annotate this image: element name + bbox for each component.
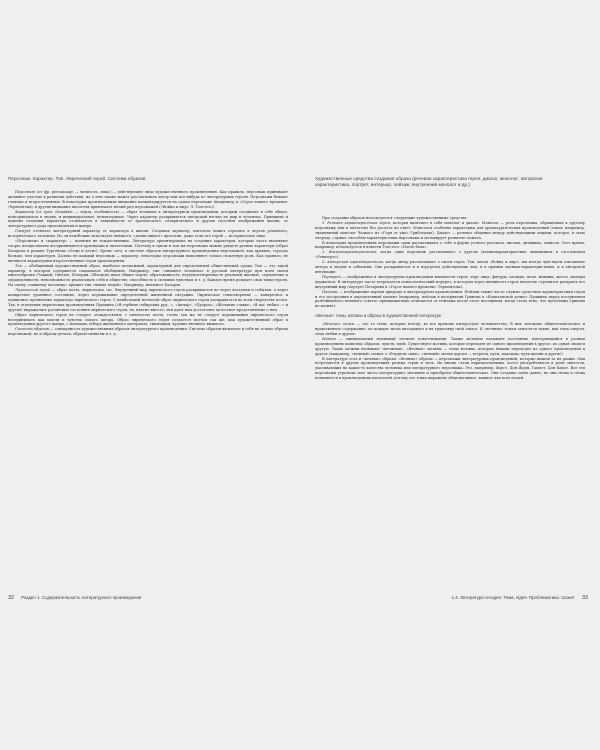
paragraph bbox=[8, 313, 288, 328]
paragraph bbox=[8, 264, 288, 289]
page-number-right: 33 bbox=[582, 595, 588, 601]
paragraph-text: — это те темы, которые всегда, во все времена интересуют человечество. В них заложено общечеловеческое и нравственное содержание, но каждая эпоха вкладывает в их трактовку свой смысл. К «вечным» темам относятся такие, как тема смерти, тема любви и другие. bbox=[315, 322, 585, 337]
term-lead: Характер bbox=[15, 209, 35, 214]
right-heading-line-1: Художественные средства создания образа (речевая характеристика героя: диалог, монолог; авторская bbox=[315, 176, 543, 181]
term-lead: 3. Авторская характеристика bbox=[322, 260, 383, 265]
right-body-text bbox=[315, 216, 585, 381]
term-lead: «Вечные» темы bbox=[322, 322, 355, 327]
term-lead: Мотив bbox=[322, 336, 336, 341]
paragraph-text: В некоторых произведениях персонажи сами рассказывают о себе в форме устного рассказа, письма, дневника, записок. Этот прием, например, используется в повести Толстого «После бала». bbox=[315, 240, 585, 250]
paragraph-text: (от фр. personnage — личность, лицо) — действующее лицо художественного произведения. Как правило, персонаж принимает активное участие в развитии действия, но о нем также может рассказывать автор или кто-нибудь из литературных героев. Персонажи бывают главные и второстепенные. В некоторых произведениях внимание концентрируется на одном персонаже (например, в «Герое нашего времени» Лермонтова), в других внимание писателя привлекает целый ряд персонажей («Война и мир» Л. Толстого). bbox=[8, 190, 288, 209]
paragraph-text: Образ лирического героя не следует отождествлять с личностью поэта, точно так же не следует переживания лирического героя воспринимать как мысли и чувства самого автора. Образ лирического героя создается поэтом так же, как художественный образ в произведении другого жанра, с помощью отбора жизненного материала, типизации, художественного вымысла. bbox=[8, 312, 288, 327]
paragraph bbox=[315, 322, 585, 337]
page-number-left: 32 bbox=[8, 595, 14, 601]
paragraph-text: (от греч. charakter — черта, особенность) — образ человека в литературном произведении, который соединяет в себе общее, повторяющееся в людях, и индивидуальное, неповторимое. Через характер раскрывается авторский взгляд на мир и человека. Принципы и приемы создания характера отличаются в зависимости от трагического, сатирического и других способов изображения жизни, от литературного рода произведения и жанра. bbox=[8, 209, 288, 229]
paragraph bbox=[8, 239, 288, 264]
paragraph bbox=[8, 210, 288, 230]
right-footer bbox=[452, 595, 588, 601]
term-lead: Тип bbox=[15, 263, 23, 268]
paragraph-text: — изображение картин природы в литературном произведении. Пейзаж также часто служит средством характеристики героя и его построения в определенный момент (например, пейзаж в восприятии Гринева в «Капитанской дочке» Пушкина перед посещением разбойничьего военного совета» принципиально отличается от пейзажа после этого посещения, когда стало ясно, что пугачевцы Гринева не казнят). bbox=[315, 289, 585, 309]
paragraph bbox=[315, 290, 585, 310]
term-lead: Пейзаж bbox=[322, 289, 338, 294]
paragraph-text: — обобщенный художественный образ, наиболее возможный, характерный для определенной общественной среды. Тип — это такой характер, в котором содержится социальное обобщение. Например, тип «лишнего человека» в русской литературе при всем своем многообразии (Чацкий, Онегин, Печорин, Обломов) имел общие черты: образованность, неудовлетворенность реальной жизнью, стремление к справедливости, невозможность реализовать себя в обществе, способность к сильным чувствам и т. д. Каждое время рождает свои типы героев. На смену «лишнему человеку» пришел тип «новых людей». Например, нигилист Базаров. bbox=[8, 263, 288, 288]
paragraph-text: Следует отличать литературный характер от характера в жизни. Создавая характер, писатель может отразить в чертах реального, исторического человека. Но он неизбежно использует вымысел, «домысливает» прототип, даже если его герой — историческое лицо. bbox=[8, 229, 288, 239]
paragraph bbox=[8, 288, 288, 313]
right-section-heading bbox=[315, 176, 585, 188]
paragraph-text: , когда один персонаж рассказывает о другом (взаимохарактеристика чиновников в гоголевском «Ревизоре»). bbox=[315, 250, 585, 260]
term-lead: 1. Речевая характеристика героя bbox=[322, 220, 390, 225]
paragraph-text: , которая включает в себя монолог и диалог. Монолог — речь персонажа, обращенная к другому персонажу или к читателю без расчета на ответ. Монологи особенно характерны для драматургических произведений (таков, например, знаменитый монолог Чацкого из «Горя от ума» Грибоедова). Диалог — речевое общение между действующими лицами, которое, в свою очередь, служит способом характеристики персонажа и мотивирует развитие сюжета. bbox=[315, 220, 585, 240]
paragraph bbox=[315, 260, 585, 275]
paragraph bbox=[8, 229, 288, 239]
right-heading-line-2: характеристика, портрет, интерьер, пейзаж; внутренний монолог и др.) bbox=[315, 182, 470, 187]
paragraph-text: В литературе есть и «вечные» образы. «Вечные» образы — персонажи литературных произведений, которые вышли за их рамки. Они встречаются в других произведениях разных стран и эпох. Их имена стали нарицательными, часто употребляются в роли эпитетов, указывающих на какие-то качества человека или литературного персонажа. Это, например, Фауст, Дон Жуан, Гамлет, Дон Кихот. Все эти персонажи утратили свое чисто литературное значение и приобрели общечеловеческое. Они созданы очень давно, но они снова и снова появляются в произведениях писателей, потому что в них выражено общезначимое, важное для всех людей. bbox=[315, 356, 585, 381]
left-section-heading: Персонаж. Характер. Тип. Лирический герой. Система образов bbox=[8, 176, 146, 181]
paragraph bbox=[315, 221, 585, 241]
paragraph bbox=[315, 275, 585, 290]
left-body-text bbox=[8, 190, 288, 337]
paragraph bbox=[315, 337, 585, 357]
paragraph-text: — изображение в литературном произведении внешности героя: черт лица, фигуры, одежды, позы, мимики, жеста, манеры держаться. В литературе часто встречается психологический портрет, в котором через внешность героя писатель стремится раскрыть его внутренний мир (портрет Печорина в «Герое нашего времени» Лермонтова). bbox=[315, 274, 585, 289]
right-page bbox=[300, 0, 600, 750]
paragraph bbox=[8, 190, 288, 210]
right-subheading: «Вечные» темы, мотивы и образы в художественной литературе bbox=[315, 313, 442, 319]
term-lead: Портрет bbox=[322, 274, 341, 279]
paragraph-text: , когда автор рассказывает о своем герое. Так, читая «Войну и мир», мы всегда чувствуем отношение автора к людям и событиям. Оно раскрывается и в портретах действующих лиц, и в прямых оценках-характеристиках, и в авторской интонации. bbox=[315, 260, 585, 274]
paragraph-text: При создании образов используются следующие художественные средства: bbox=[322, 216, 468, 220]
term-lead: Персонаж bbox=[15, 190, 36, 194]
paragraph-text: — образ поэта, лирическое «я». Внутренний мир лирического героя раскрывается не через поступки и события, а через конкретное душевное состояние, через переживание определенной жизненной ситуации. Лирическое стихотворение — конкретное и единичное проявление характера лирического героя. С наибольшей полнотой образ лирического героя раскрывается во всем творчестве поэта. Так, в отдельных лирических произведениях Пушкина («В глубине сибирских руд...», «Анчар», «Пророк», «Желание славы», «Я вас любил...» и другие) выражались различные состояния лирического героя, но, взятые вместе, они дают нам достаточно целостное представление о нем. bbox=[8, 288, 288, 312]
right-running-footer: 1.4. Литература сегодня. Тема. Идея. Проблематика. Сюжет bbox=[451, 595, 575, 600]
term-lead: Система образов bbox=[15, 327, 49, 332]
term-lead: 2. Взаимохарактеристика bbox=[322, 250, 376, 255]
paragraph-text: «Персонаж» и «характер» — понятия не тождественные. Литература ориентирована на создание характеров, которые часто вызывают споры, неоднозначно воспринимаются критиками и читателями. Поэтому в одном и том же персонаже можно увидеть разные характеры (образ Базарова в романе Тургенева «Отцы и дети»). Кроме того, в системе образов литературного произведения персонажей, как правило, гораздо больше, чем характеров. Далеко не каждый персонаж — характер, некоторые персонажи выполняют только сюжетную роль. Как правило, не являются характерами второстепенные герои произведения. bbox=[8, 239, 288, 263]
paragraph-text: — минимальный значимый элемент повествования. Также мотивом называют постоянно повторяющийся в разных произведениях комплекс образов, чувств, идей. Существуют мотивы, которые переходят из одного произведения в другое, из одной эпохи в другую. Такие мотивы называют «вечными». «Вечные» мотивы — темы мотивы, которые веками переходят из одного произведения в другое (например, «вечный» сюжет о «блудном сыне», «вечный» мотив дороги — встречи, пути, надежды, пути жизни и другие). bbox=[315, 336, 585, 356]
paragraph-text: — совокупность художественных образов литературного произведения. Система образов включает в себя не только образы персонажей, но и образы-детали, образы-символы и т. д. bbox=[8, 327, 288, 337]
paragraph bbox=[315, 357, 585, 382]
left-footer bbox=[8, 595, 141, 601]
paragraph bbox=[8, 327, 288, 337]
term-lead: Лирический герой bbox=[15, 288, 51, 293]
left-running-footer: Раздел 1. Содержательность литературного произведения bbox=[21, 595, 142, 600]
paragraph bbox=[315, 241, 585, 251]
paragraph bbox=[315, 250, 585, 260]
